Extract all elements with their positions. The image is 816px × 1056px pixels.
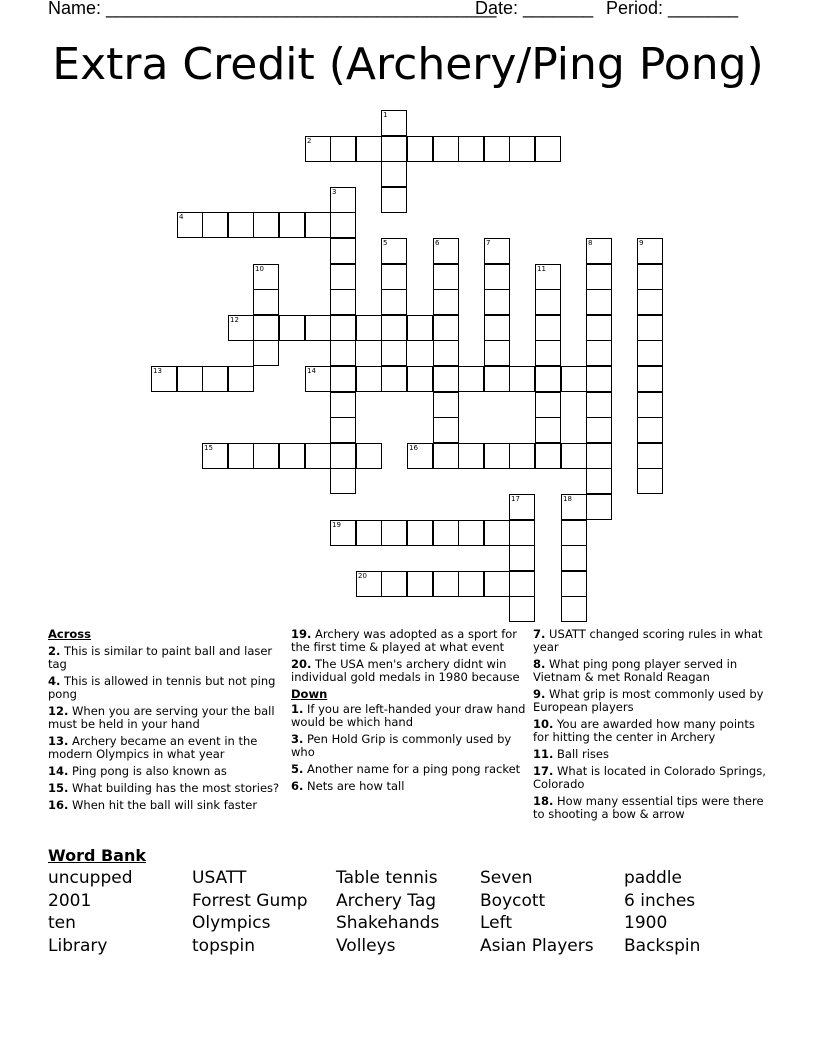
clue-down-10: 10. You are awarded how many points for hitting the center in Archery	[533, 717, 755, 744]
clue-across-12: 12. When you are serving your the ball must be held in your hand	[48, 704, 275, 731]
down-heading: Down	[291, 687, 328, 701]
crossword-cell[interactable]	[305, 212, 331, 238]
crossword-cell[interactable]	[407, 366, 433, 392]
clue-across-2: 2. This is similar to paint ball and laser tag	[48, 644, 273, 671]
crossword-cell[interactable]	[356, 315, 382, 341]
word-bank-item: Olympics	[192, 913, 271, 934]
crossword-cell[interactable]	[561, 443, 587, 469]
crossword-cell[interactable]	[253, 443, 279, 469]
crossword-cell[interactable]	[381, 289, 407, 315]
crossword-cell[interactable]	[586, 494, 612, 520]
crossword-cell[interactable]	[228, 366, 254, 392]
crossword-cell[interactable]	[279, 212, 305, 238]
crossword-cell[interactable]	[381, 264, 407, 290]
crossword-cell[interactable]	[381, 110, 407, 136]
clue-number: 19	[332, 521, 341, 529]
crossword-cell[interactable]	[484, 571, 510, 597]
crossword-cell[interactable]	[330, 212, 356, 238]
crossword-cell[interactable]	[433, 238, 459, 264]
crossword-cell[interactable]	[484, 315, 510, 341]
crossword-cell[interactable]	[330, 238, 356, 264]
word-bank-item: Library	[48, 936, 108, 957]
crossword-cell[interactable]	[458, 443, 484, 469]
crossword-cell[interactable]	[381, 136, 407, 162]
crossword-cell[interactable]	[509, 443, 535, 469]
crossword-cell[interactable]	[637, 468, 663, 494]
crossword-cell[interactable]	[433, 443, 459, 469]
crossword-cell[interactable]	[202, 366, 228, 392]
crossword-cell[interactable]	[535, 392, 561, 418]
crossword-cell[interactable]	[586, 443, 612, 469]
word-bank-item: Asian Players	[480, 936, 594, 957]
crossword-cell[interactable]	[586, 468, 612, 494]
crossword-cell[interactable]	[330, 187, 356, 213]
clue-number: 6	[435, 239, 440, 247]
clue-number: 11	[537, 265, 546, 273]
crossword-cell[interactable]	[356, 136, 382, 162]
crossword-cell[interactable]	[356, 366, 382, 392]
crossword-cell[interactable]	[381, 520, 407, 546]
crossword-cell[interactable]	[433, 289, 459, 315]
crossword-cell[interactable]	[433, 136, 459, 162]
crossword-cell[interactable]	[330, 340, 356, 366]
crossword-cell[interactable]	[586, 366, 612, 392]
word-bank-item: Shakehands	[336, 913, 440, 934]
crossword-cell[interactable]	[637, 340, 663, 366]
crossword-cell[interactable]	[433, 264, 459, 290]
clues-column-2	[291, 628, 531, 797]
crossword-cell[interactable]	[433, 315, 459, 341]
word-bank-item: USATT	[192, 868, 247, 888]
crossword-cell[interactable]	[330, 136, 356, 162]
clue-across-20: 20. The USA men's archery didnt win individual gold medals in 1980 because	[291, 657, 520, 684]
clue-across-16: 16. When hit the ball will sink faster	[48, 798, 258, 812]
crossword-cell[interactable]	[586, 238, 612, 264]
student-info-header	[48, 0, 788, 20]
crossword-cell[interactable]	[561, 545, 587, 571]
crossword-cell[interactable]	[484, 520, 510, 546]
clue-down-18: 18. How many essential tips were there to shooting a bow & arrow	[533, 794, 764, 821]
crossword-cell[interactable]	[484, 238, 510, 264]
crossword-cell[interactable]	[330, 264, 356, 290]
crossword-cell[interactable]	[330, 392, 356, 418]
crossword-cell[interactable]	[381, 366, 407, 392]
crossword-cell[interactable]	[561, 596, 587, 622]
crossword-cell[interactable]	[381, 238, 407, 264]
word-bank-item: Volleys	[336, 936, 396, 957]
word-bank-item: Backspin	[624, 936, 701, 957]
clue-number: 20	[358, 572, 367, 580]
crossword-cell[interactable]	[586, 392, 612, 418]
word-bank-column	[480, 867, 594, 958]
word-bank-item: 6 inches	[624, 890, 696, 911]
clue-down-6: 6. Nets are how tall	[291, 779, 405, 793]
clue-number: 2	[307, 137, 312, 145]
clues-column-1	[48, 628, 288, 816]
across-heading: Across	[48, 627, 91, 641]
crossword-cell[interactable]	[177, 212, 203, 238]
clue-number: 17	[511, 495, 520, 503]
crossword-cell[interactable]	[253, 212, 279, 238]
crossword-cell[interactable]	[484, 366, 510, 392]
crossword-cell[interactable]	[458, 366, 484, 392]
crossword-cell[interactable]	[330, 315, 356, 341]
crossword-cell[interactable]	[535, 443, 561, 469]
crossword-cell[interactable]	[202, 212, 228, 238]
clue-number: 1	[383, 111, 388, 119]
crossword-cell[interactable]	[509, 520, 535, 546]
crossword-cell[interactable]	[484, 264, 510, 290]
word-bank-item: Left	[480, 913, 512, 934]
crossword-cell[interactable]	[433, 571, 459, 597]
crossword-cell[interactable]	[330, 366, 356, 392]
crossword-cell[interactable]	[279, 315, 305, 341]
word-bank-item: ten	[48, 913, 76, 934]
crossword-cell[interactable]	[177, 366, 203, 392]
crossword-cell[interactable]	[228, 315, 254, 341]
crossword-cell[interactable]	[305, 315, 331, 341]
clue-across-13: 13. Archery became an event in the modern Olympics in what year	[48, 734, 258, 761]
crossword-cell[interactable]	[509, 366, 535, 392]
clue-down-3: 3. Pen Hold Grip is commonly used by who	[291, 732, 512, 759]
crossword-cell[interactable]	[407, 136, 433, 162]
date-field[interactable]: Date: _______	[475, 0, 594, 18]
crossword-cell[interactable]	[535, 136, 561, 162]
crossword-cell[interactable]	[305, 136, 331, 162]
word-bank-item: topspin	[192, 936, 256, 957]
crossword-cell[interactable]	[509, 545, 535, 571]
clue-number: 5	[383, 239, 388, 247]
crossword-cell[interactable]	[586, 315, 612, 341]
crossword-cell[interactable]	[586, 289, 612, 315]
clue-down-11: 11. Ball rises	[533, 747, 609, 761]
period-field[interactable]: Period: _______	[606, 0, 739, 18]
crossword-cell[interactable]	[253, 340, 279, 366]
crossword-cell[interactable]	[305, 366, 331, 392]
crossword-cell[interactable]	[637, 366, 663, 392]
word-bank-item: Archery Tag	[336, 890, 437, 911]
name-field[interactable]: Name: _______________________________________	[48, 0, 497, 18]
clue-number: 13	[153, 367, 162, 375]
clue-down-5: 5. Another name for a ping pong racket	[291, 762, 521, 776]
page-title: Extra Credit (Archery/Ping Pong)	[52, 39, 764, 90]
word-bank-column	[336, 867, 439, 958]
clue-number: 15	[204, 444, 213, 452]
crossword-cell[interactable]	[535, 340, 561, 366]
crossword-cell[interactable]	[535, 315, 561, 341]
clue-number: 16	[409, 444, 418, 452]
crossword-cell[interactable]	[637, 264, 663, 290]
crossword-cell[interactable]	[381, 161, 407, 187]
clue-down-7: 7. USATT changed scoring rules in what year	[533, 627, 763, 654]
crossword-cell[interactable]	[330, 468, 356, 494]
crossword-cell[interactable]	[535, 366, 561, 392]
crossword-cell[interactable]	[561, 520, 587, 546]
crossword-cell[interactable]	[458, 136, 484, 162]
word-bank-item: paddle	[624, 868, 682, 888]
crossword-cell[interactable]	[356, 571, 382, 597]
crossword-cell[interactable]	[637, 392, 663, 418]
crossword-cell[interactable]	[637, 289, 663, 315]
crossword-cell[interactable]	[381, 315, 407, 341]
clue-number: 9	[639, 239, 644, 247]
clue-number: 10	[255, 265, 264, 273]
crossword-cell[interactable]	[202, 443, 228, 469]
crossword-cell[interactable]	[509, 136, 535, 162]
crossword-cell[interactable]	[433, 340, 459, 366]
word-bank-item: Table tennis	[336, 868, 438, 888]
crossword-cell[interactable]	[381, 187, 407, 213]
clue-number: 7	[486, 239, 491, 247]
word-bank-item: 2001	[48, 890, 92, 911]
crossword-cell[interactable]	[407, 571, 433, 597]
crossword-cell[interactable]	[535, 289, 561, 315]
crossword-cell[interactable]	[484, 443, 510, 469]
crossword-cell[interactable]	[433, 392, 459, 418]
crossword-cell[interactable]	[509, 596, 535, 622]
clues-column-3	[533, 628, 773, 825]
crossword-cell[interactable]	[586, 264, 612, 290]
clue-down-17: 17. What is located in Colorado Springs, Colorado	[533, 764, 766, 791]
clue-across-14: 14. Ping pong is also known as	[48, 764, 227, 778]
crossword-cell[interactable]	[433, 417, 459, 443]
crossword-cell[interactable]	[433, 520, 459, 546]
word-bank-item: uncupped	[48, 868, 133, 888]
crossword-cell[interactable]	[458, 571, 484, 597]
crossword-cell[interactable]	[484, 340, 510, 366]
crossword-cell[interactable]	[356, 520, 382, 546]
crossword-cell[interactable]	[433, 366, 459, 392]
crossword-cell[interactable]	[561, 366, 587, 392]
crossword-cell[interactable]	[509, 494, 535, 520]
crossword-cell[interactable]	[330, 520, 356, 546]
crossword-cell[interactable]	[279, 443, 305, 469]
crossword-cell[interactable]	[484, 136, 510, 162]
crossword-cell[interactable]	[458, 520, 484, 546]
word-bank-item: 1900	[624, 913, 668, 934]
crossword-cell[interactable]	[253, 315, 279, 341]
crossword-cell[interactable]	[637, 238, 663, 264]
crossword-cell[interactable]	[535, 264, 561, 290]
clue-down-1: 1. If you are left-handed your draw hand would be which hand	[291, 702, 526, 729]
clue-number: 12	[230, 316, 239, 324]
crossword-cell[interactable]	[381, 340, 407, 366]
crossword-cell[interactable]	[381, 571, 407, 597]
crossword-cell[interactable]	[356, 443, 382, 469]
crossword-cell[interactable]	[637, 315, 663, 341]
word-bank-item: Forrest Gump	[192, 890, 308, 911]
crossword-cell[interactable]	[484, 289, 510, 315]
clue-number: 18	[563, 495, 572, 503]
crossword-cell[interactable]	[561, 494, 587, 520]
clue-number: 3	[332, 188, 337, 196]
crossword-cell[interactable]	[637, 417, 663, 443]
crossword-cell[interactable]	[407, 520, 433, 546]
clue-down-8: 8. What ping pong player served in Vietnam & met Ronald Reagan	[533, 657, 738, 684]
crossword-cell[interactable]	[407, 315, 433, 341]
crossword-cell[interactable]	[637, 443, 663, 469]
clue-number: 14	[307, 367, 316, 375]
crossword-cell[interactable]	[228, 212, 254, 238]
crossword-cell[interactable]	[151, 366, 177, 392]
clue-across-19: 19. Archery was adopted as a sport for the first time & played at what event	[291, 627, 517, 654]
clue-down-9: 9. What grip is most commonly used by European players	[533, 687, 764, 714]
crossword-cell[interactable]	[586, 340, 612, 366]
clue-number: 4	[179, 213, 184, 221]
word-bank-item: Boycott	[480, 890, 546, 911]
crossword-cell[interactable]	[561, 571, 587, 597]
crossword-cell[interactable]	[253, 264, 279, 290]
word-bank-column	[624, 867, 700, 958]
crossword-cell[interactable]	[330, 417, 356, 443]
crossword-cell[interactable]	[228, 443, 254, 469]
crossword-cell[interactable]	[330, 443, 356, 469]
word-bank-item: Seven	[480, 868, 533, 888]
word-bank-column	[192, 867, 308, 958]
crossword-cell[interactable]	[253, 289, 279, 315]
word-bank-title: Word Bank	[48, 846, 147, 865]
clue-across-4: 4. This is allowed in tennis but not ping pong	[48, 674, 276, 701]
clue-number: 8	[588, 239, 593, 247]
crossword-cell[interactable]	[330, 289, 356, 315]
word-bank-column	[48, 867, 133, 958]
crossword-cell[interactable]	[305, 443, 331, 469]
crossword-cell[interactable]	[509, 571, 535, 597]
crossword-cell[interactable]	[407, 443, 433, 469]
crossword-cell[interactable]	[535, 417, 561, 443]
crossword-cell[interactable]	[586, 417, 612, 443]
clue-across-15: 15. What building has the most stories?	[48, 781, 280, 795]
